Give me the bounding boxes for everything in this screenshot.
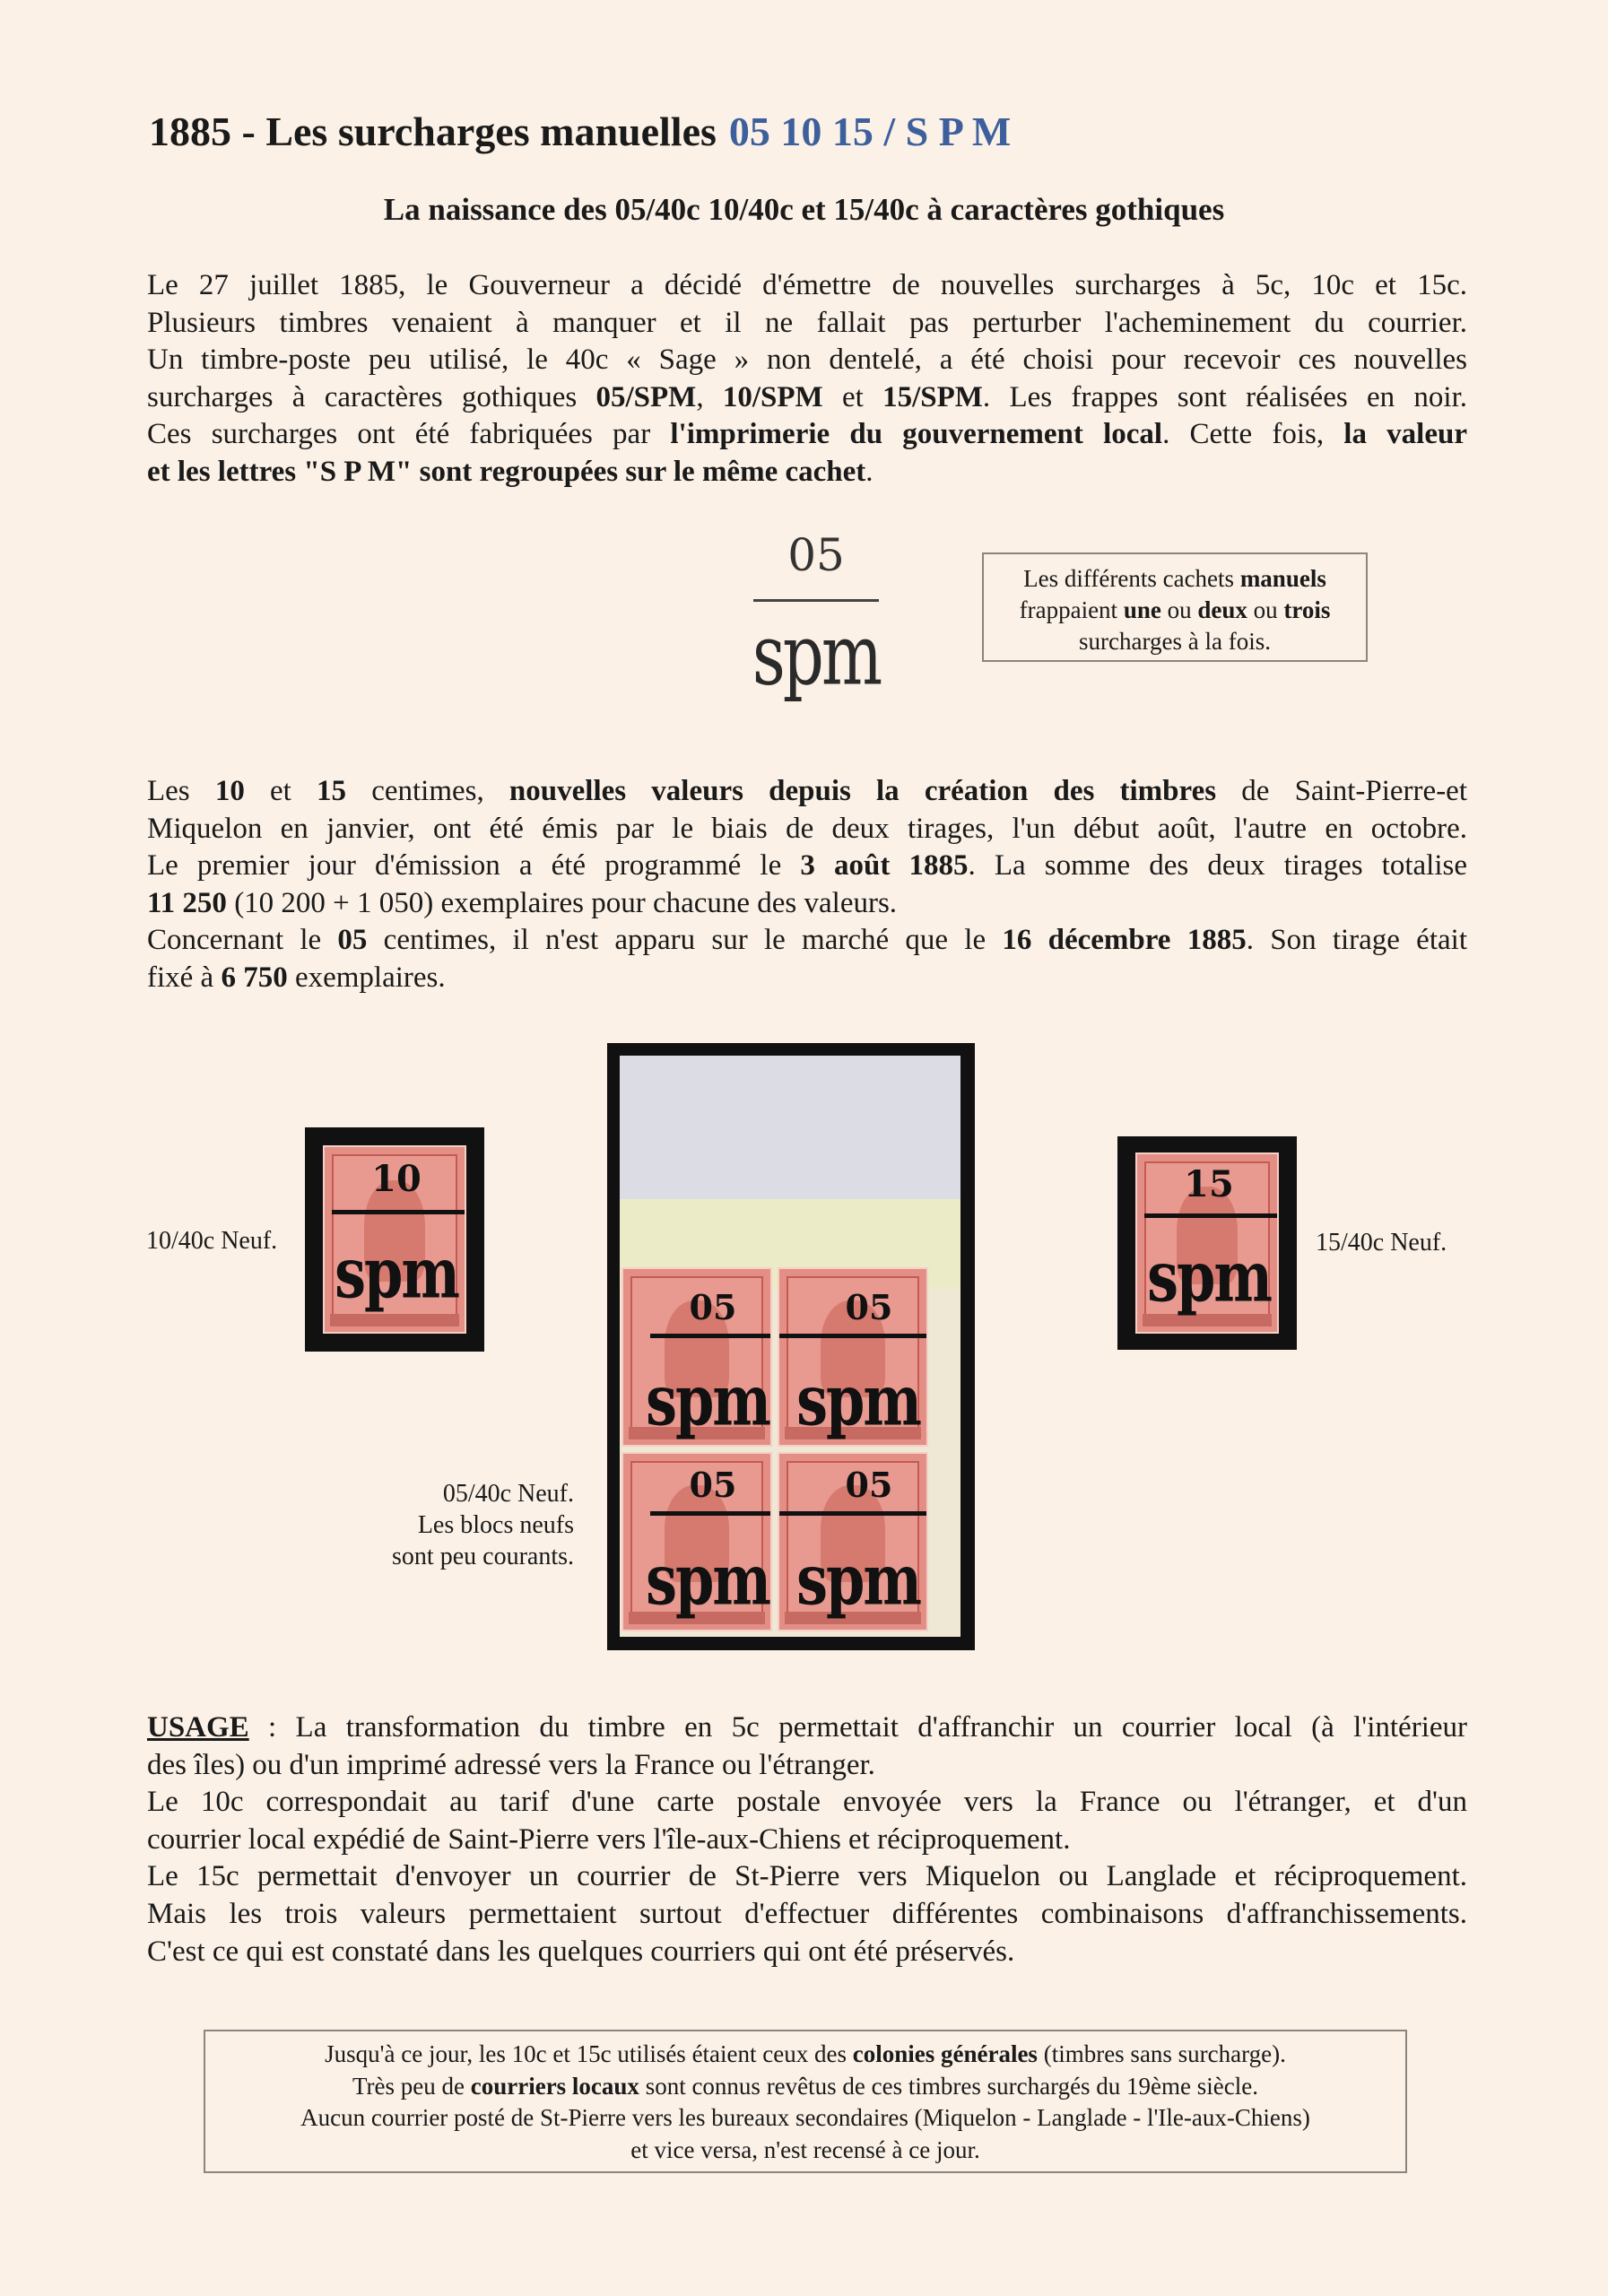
values-text: fixé à <box>147 961 222 994</box>
right-stamp-caption: 15/40c Neuf. <box>1316 1229 1447 1257</box>
intro-text: . <box>865 455 874 488</box>
footer-bold: colonies générales <box>852 2040 1038 2067</box>
usage-line: Le 15c permettait d'envoyer un courrier de St-Pierre vers Miquelon ou Langlade et réciproquement. <box>147 1860 1467 1893</box>
usage-label: USAGE <box>147 1711 249 1744</box>
cachet-value: 05 <box>787 529 845 581</box>
cachet-illustration <box>735 529 897 735</box>
values-line <box>147 922 1467 960</box>
block-stamp-letters: spm <box>646 1359 769 1442</box>
footer-bold: courriers locaux <box>470 2072 639 2100</box>
note-text: Les différents cachets <box>1023 565 1240 592</box>
note-line <box>984 563 1366 595</box>
values-bold: 11 250 <box>147 886 227 919</box>
intro-bold: 05/SPM <box>595 380 697 413</box>
intro-line <box>147 416 1467 454</box>
values-text: (10 200 + 1 050) exemplaires pour chacune des valeurs. <box>226 886 898 919</box>
values-paragraph <box>147 773 1467 997</box>
right-stamp-mount <box>1117 1136 1297 1350</box>
values-text: . Son tirage était <box>1246 924 1467 957</box>
overprint-bar <box>332 1210 466 1214</box>
values-text: . La somme des deux tirages totalise <box>968 849 1467 883</box>
footer-line: et vice versa, n'est recensé à ce jour. <box>630 2135 980 2163</box>
usage-line: Mais les trois valeurs permettaient surtout d'effectuer différentes combinaisons d'affranchissements. <box>147 1897 1467 1930</box>
block-stamp-value: 05 <box>689 1287 737 1327</box>
values-bold: 3 août 1885 <box>800 849 969 883</box>
block-caption <box>359 1478 574 1572</box>
overprint-bar <box>779 1511 928 1516</box>
intro-paragraph <box>147 267 1467 491</box>
note-text: frappaient <box>1019 596 1124 623</box>
note-box <box>982 552 1368 662</box>
page-title <box>149 108 1011 155</box>
footer-text: Très peu de <box>352 2072 471 2100</box>
values-bold: 05 <box>337 924 368 957</box>
sheet-margin-top <box>620 1056 960 1199</box>
block-mount <box>607 1043 975 1650</box>
values-text: centimes, <box>346 775 509 807</box>
title-text: 1885 - Les surcharges manuelles <box>149 109 717 154</box>
intro-line <box>147 454 1467 491</box>
overprint-bar <box>650 1511 772 1516</box>
values-text: Les <box>147 775 215 807</box>
intro-line: Plusieurs timbres venaient à manquer et il ne fallait pas perturber l'acheminement du courrier. <box>147 306 1467 339</box>
intro-text: et <box>822 380 883 413</box>
values-text: centimes, il n'est apparu sur le marché que le <box>367 924 1003 957</box>
right-stamp <box>1135 1152 1279 1334</box>
intro-text: , <box>696 380 723 413</box>
intro-bold: 15/SPM <box>882 380 983 413</box>
values-text: de Saint-Pierre-et <box>1216 775 1467 807</box>
values-bold: 10 <box>214 775 245 807</box>
values-line <box>147 885 1467 923</box>
values-bold: 6 750 <box>221 961 288 994</box>
cachet-bar <box>753 599 879 602</box>
values-line <box>147 960 1467 997</box>
usage-line: courrier local expédié de Saint-Pierre vers l'île-aux-Chiens et réciproquement. <box>147 1822 1071 1856</box>
intro-text: surcharges à caractères gothiques <box>147 380 596 413</box>
block-stamp <box>778 1452 928 1631</box>
block-stamp-value: 05 <box>845 1287 893 1327</box>
intro-line: Le 27 juillet 1885, le Gouverneur a décidé d'émettre de nouvelles surcharges à 5c, 10c et 15c. <box>147 269 1467 301</box>
footer-text: (timbres sans surcharge). <box>1037 2040 1286 2067</box>
usage-line <box>147 1709 1467 1747</box>
note-text: ou <box>1247 596 1284 623</box>
intro-bold: l'imprimerie du gouvernement local <box>670 418 1163 451</box>
footer-text: sont connus revêtus de ces timbres surchargés du 19ème siècle. <box>639 2072 1258 2100</box>
note-bold: deux <box>1197 596 1247 623</box>
values-bold: nouvelles valeurs depuis la création des timbres <box>508 775 1217 807</box>
left-stamp <box>323 1145 466 1334</box>
values-line <box>147 773 1467 811</box>
intro-bold: la valeur <box>1343 418 1467 451</box>
footer-line: Aucun courrier posté de St-Pierre vers les bureaux secondaires (Miquelon - Langlade - l'Ile-aux-Chiens) <box>300 2104 1310 2131</box>
intro-text: Ces surcharges ont été fabriquées par <box>147 418 671 451</box>
intro-line: Un timbre-poste peu utilisé, le 40c « Sage » non dentelé, a été choisi pour recevoir ces nouvelles <box>147 344 1467 377</box>
footer-line <box>205 2039 1405 2071</box>
note-bold: trois <box>1283 596 1331 623</box>
block-stamp <box>621 1267 772 1447</box>
block-stamp <box>778 1267 928 1447</box>
values-text: Concernant le <box>147 924 338 957</box>
note-line: surcharges à la fois. <box>1079 628 1271 655</box>
overprint-bar <box>650 1334 772 1338</box>
intro-line <box>147 379 1467 417</box>
footer-line <box>205 2071 1405 2103</box>
usage-line: C'est ce qui est constaté dans les quelques courriers qui ont été préservés. <box>147 1935 1015 1968</box>
block-caption-line: 05/40c Neuf. <box>442 1480 574 1508</box>
intro-bold: 10/SPM <box>722 380 823 413</box>
page-subtitle: La naissance des 05/40c 10/40c et 15/40c à caractères gothiques <box>383 192 1225 227</box>
values-bold: 15 <box>317 775 347 807</box>
intro-bold: et les lettres "S P M" sont regroupées sur le même cachet <box>147 455 866 488</box>
usage-paragraph <box>147 1709 1467 1970</box>
note-text: ou <box>1160 596 1198 623</box>
note-bold: manuels <box>1239 565 1326 592</box>
note-bold: une <box>1123 596 1161 623</box>
overprint-bar <box>779 1334 928 1338</box>
values-bold: 16 décembre 1885 <box>1002 924 1247 957</box>
block-caption-line: Les blocs neufs <box>417 1511 574 1539</box>
left-stamp-mount <box>305 1127 484 1352</box>
left-stamp-letters: spm <box>335 1231 458 1315</box>
usage-line: des îles) ou d'un imprimé adressé vers la France ou l'étranger. <box>147 1748 875 1781</box>
values-text: exemplaires. <box>287 961 446 994</box>
usage-line: Le 10c correspondait au tarif d'une carte postale envoyée vers la France ou l'étranger, et d'un <box>147 1786 1467 1819</box>
block-stamp-letters: spm <box>646 1538 769 1622</box>
values-text: et <box>244 775 317 807</box>
block-caption-line: sont peu courants. <box>392 1543 574 1570</box>
intro-text: . Les frappes sont réalisées en noir. <box>982 380 1467 413</box>
intro-text: . Cette fois, <box>1162 418 1344 451</box>
usage-text: : La transformation du timbre en 5c permettait d'affranchir un courrier local (à l'intérieur <box>248 1711 1467 1744</box>
values-text: Le premier jour d'émission a été programmé le <box>147 849 801 883</box>
block-stamp <box>621 1452 772 1631</box>
footer-text: Jusqu'à ce jour, les 10c et 15c utilisés étaient ceux des <box>325 2040 853 2067</box>
stamp-footer <box>330 1314 459 1326</box>
values-line: Miquelon en janvier, ont été émis par le biais de deux tirages, l'un début août, l'autre en octobre. <box>147 812 1467 845</box>
right-stamp-letters: spm <box>1147 1235 1271 1318</box>
title-values: 05 10 15 / S P M <box>728 109 1012 154</box>
block-stamp-value: 05 <box>689 1465 737 1505</box>
values-line <box>147 848 1467 885</box>
overprint-bar <box>1144 1213 1279 1218</box>
footer-note-box <box>204 2030 1407 2173</box>
left-stamp-caption: 10/40c Neuf. <box>146 1227 278 1255</box>
left-stamp-value: 10 <box>371 1158 422 1200</box>
cachet-letters: spm <box>752 605 881 704</box>
right-stamp-value: 15 <box>1184 1163 1234 1205</box>
block-stamp-letters: spm <box>796 1359 920 1442</box>
note-line <box>984 595 1366 626</box>
block-stamp-value: 05 <box>845 1465 893 1505</box>
block-stamp-letters: spm <box>796 1538 920 1622</box>
